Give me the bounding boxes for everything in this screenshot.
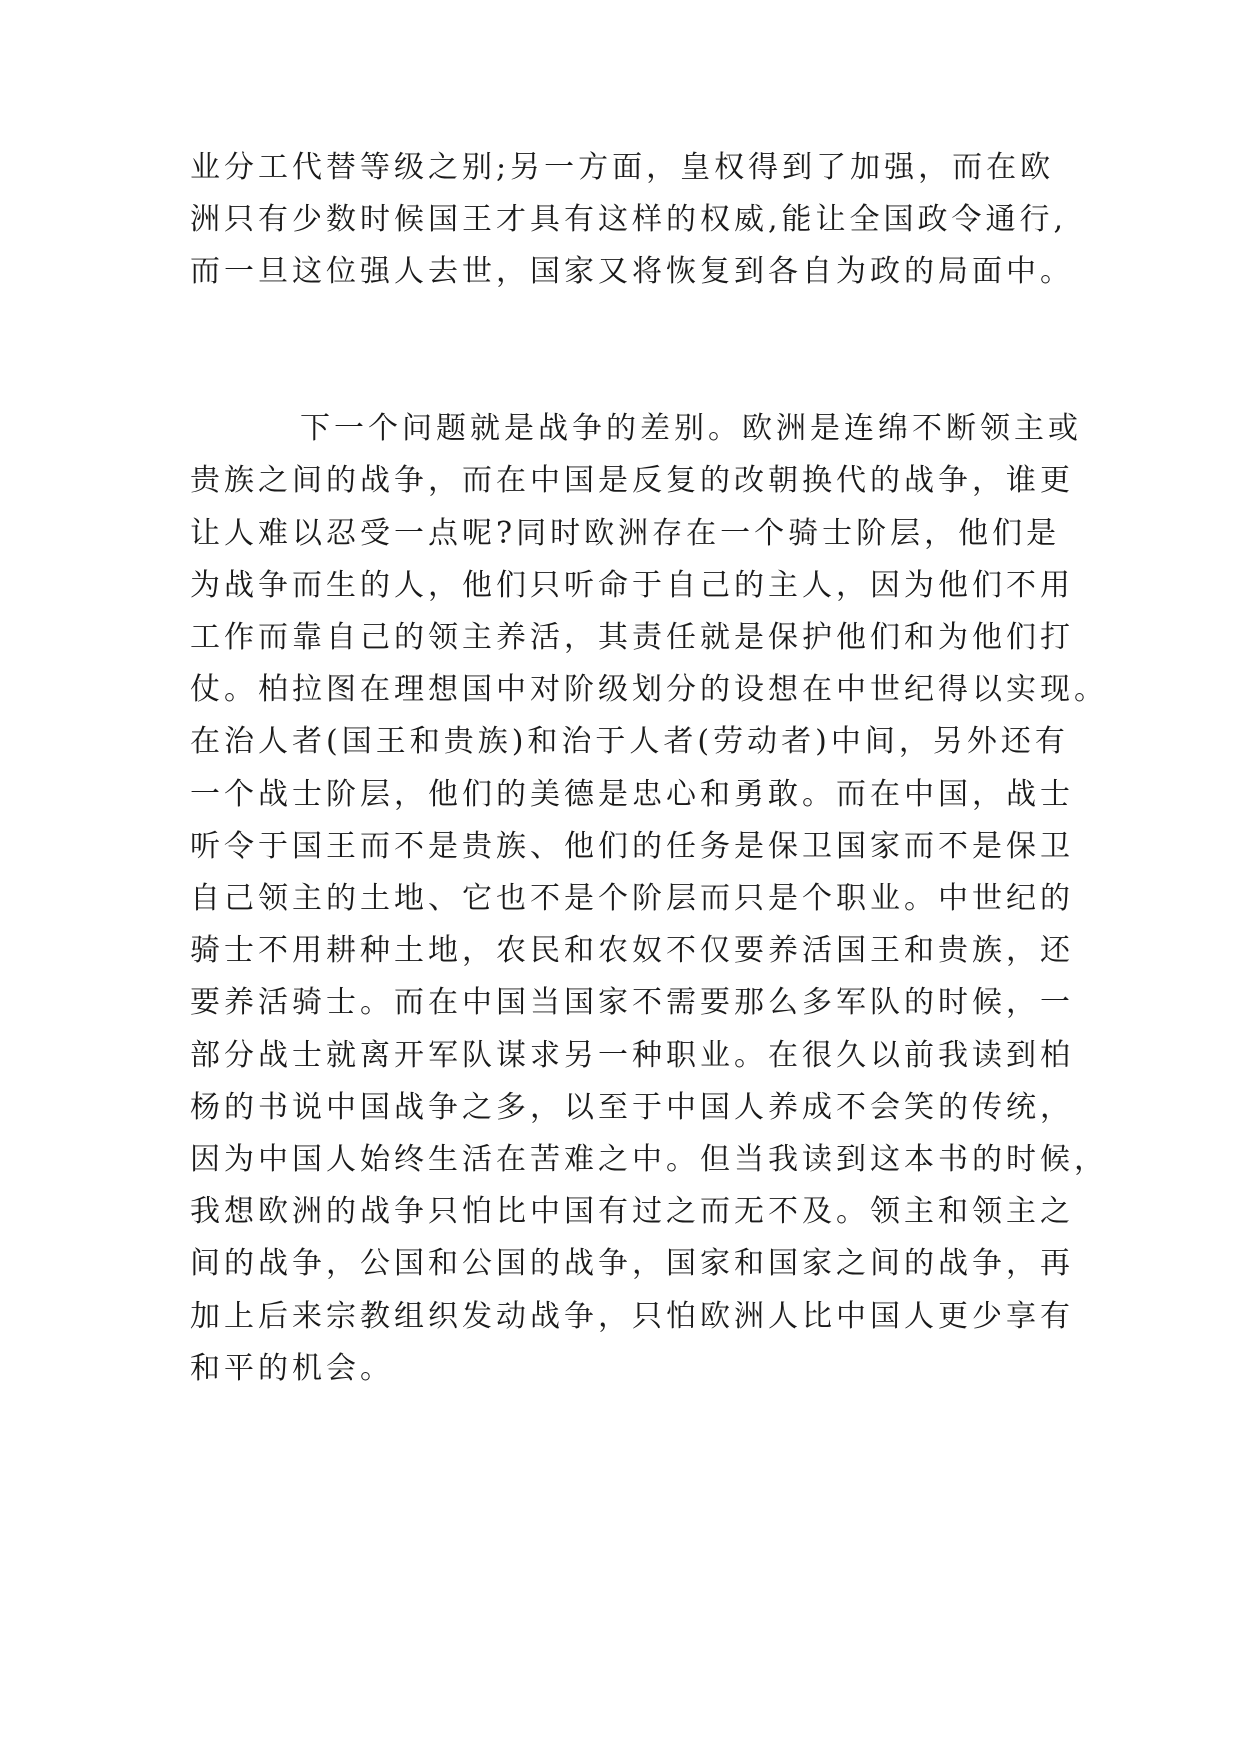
text-line: 业分工代替等级之别;另一方面，皇权得到了加强，而在欧: [190, 150, 1055, 185]
text-line: 而一旦这位强人去世，国家又将恢复到各自为政的局面中。: [190, 254, 1074, 289]
text-line: 听令于国王而不是贵族、他们的任务是保卫国家而不是保卫: [190, 829, 1074, 864]
text-line: 工作而靠自己的领主养活，其责任就是保护他们和为他们打: [190, 620, 1074, 655]
text-line: 要养活骑士。而在中国当国家不需要那么多军队的时候，一: [190, 985, 1074, 1020]
text-line: 洲只有少数时候国王才具有这样的权威,能让全国政令通行,: [190, 202, 1068, 237]
text-line: 自己领主的土地、它也不是个阶层而只是个职业。中世纪的: [190, 881, 1074, 916]
text-line: 为战争而生的人，他们只听命于自己的主人，因为他们不用: [190, 568, 1074, 603]
text-line: 在治人者(国王和贵族)和治于人者(劳动者)中间，另外还有: [190, 724, 1069, 759]
text-line: 一个战士阶层，他们的美德是忠心和勇敢。而在中国，战士: [190, 777, 1074, 812]
text-line: 和平的机会。: [190, 1351, 394, 1386]
text-line: 部分战士就离开军队谋求另一种职业。在很久以前我读到柏: [190, 1038, 1074, 1073]
text-line: 贵族之间的战争，而在中国是反复的改朝换代的战争，谁更: [190, 463, 1074, 498]
text-line: 因为中国人始终生活在苦难之中。但当我读到这本书的时候，: [190, 1142, 1108, 1177]
text-line: 我想欧洲的战争只怕比中国有过之而无不及。领主和领主之: [190, 1194, 1074, 1229]
text-line-indented: 下一个问题就是战争的差别。欧洲是连绵不断领主或: [300, 411, 1082, 446]
text-line: 间的战争，公国和公国的战争，国家和国家之间的战争，再: [190, 1246, 1074, 1281]
text-line: 骑士不用耕种土地，农民和农奴不仅要养活国王和贵族，还: [190, 933, 1074, 968]
text-line: 仗。柏拉图在理想国中对阶级划分的设想在中世纪得以实现。: [190, 672, 1108, 707]
text-line: 让人难以忍受一点呢?同时欧洲存在一个骑士阶层，他们是: [190, 516, 1061, 551]
text-line: 加上后来宗教组织发动战争，只怕欧洲人比中国人更少享有: [190, 1299, 1074, 1334]
text-line: 杨的书说中国战争之多，以至于中国人养成不会笑的传统，: [190, 1090, 1074, 1125]
